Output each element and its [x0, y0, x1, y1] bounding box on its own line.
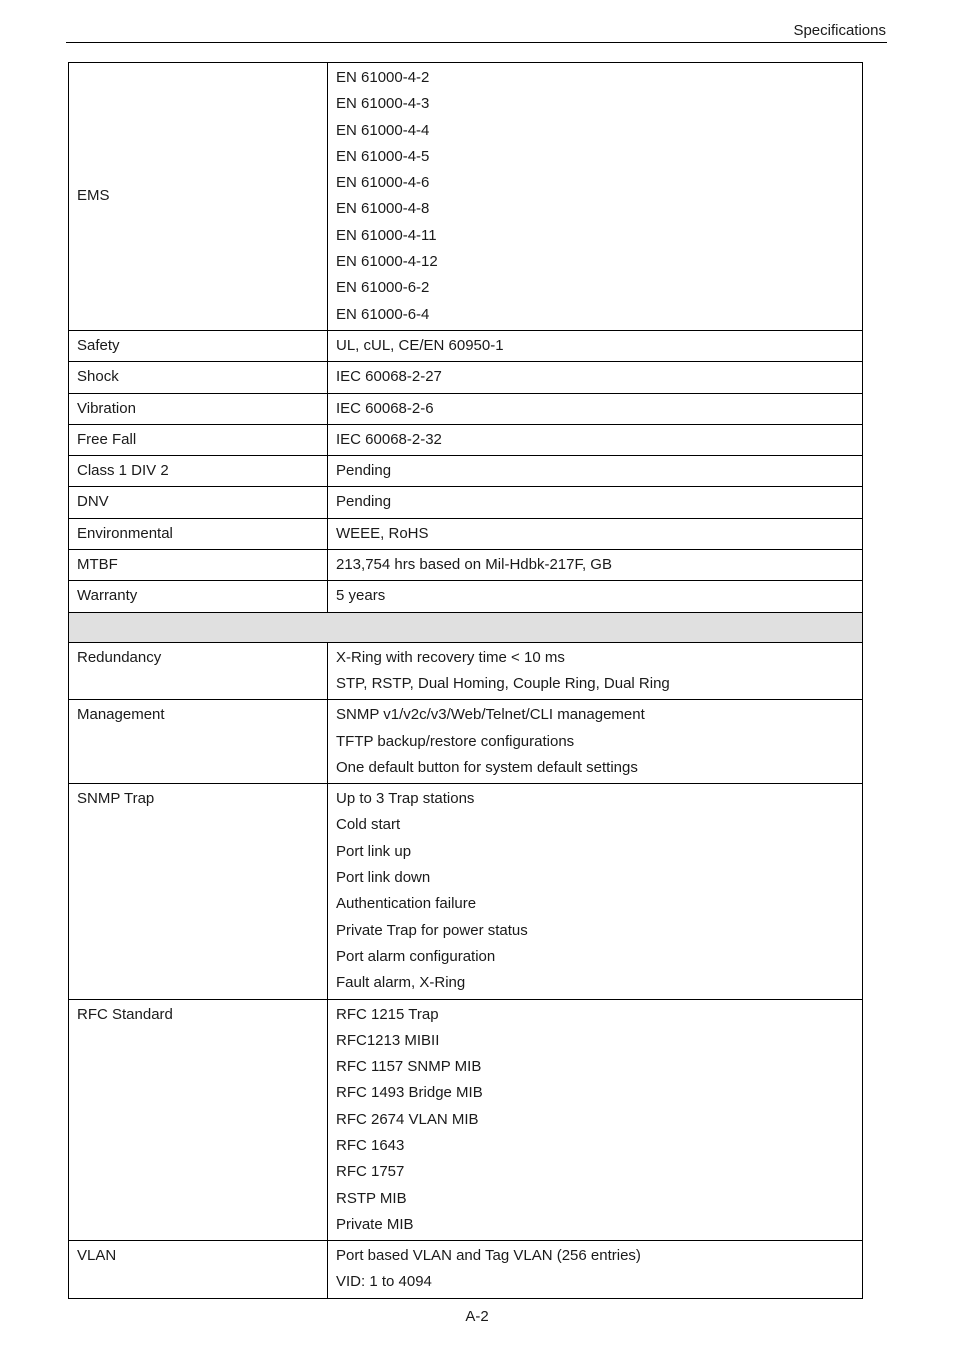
spec-value: 5 years — [336, 587, 386, 605]
spec-value: VID: 1 to 4094 — [336, 1273, 432, 1291]
spec-value: RSTP MIB — [336, 1189, 407, 1207]
spec-value-cell — [328, 581, 863, 612]
spec-value: RFC1213 MIBII — [336, 1031, 440, 1049]
spec-value: EN 61000-6-2 — [336, 279, 430, 297]
spec-row — [69, 700, 863, 784]
spec-label: Environmental — [77, 524, 173, 542]
spec-value-cell — [328, 362, 863, 393]
spec-value-cell — [328, 1241, 863, 1299]
spec-value: EN 61000-6-4 — [336, 305, 430, 323]
spec-value: EN 61000-4-11 — [336, 226, 437, 244]
spec-label: Warranty — [77, 587, 138, 605]
spec-value: RFC 1493 Bridge MIB — [336, 1084, 483, 1102]
spec-value: EN 61000-4-8 — [336, 200, 430, 218]
spec-value: Private Trap for power status — [336, 921, 528, 939]
spec-label: Vibration — [77, 399, 136, 417]
spec-label-cell — [69, 487, 328, 518]
spec-value: Pending — [336, 462, 392, 480]
spec-value: Port link down — [336, 869, 431, 887]
spec-value: RFC 1757 — [336, 1163, 405, 1181]
spec-value-cell — [328, 393, 863, 424]
spec-label: Free Fall — [77, 430, 137, 448]
spec-value: IEC 60068-2-27 — [336, 368, 442, 386]
spec-label: RFC Standard — [77, 1005, 173, 1023]
spec-value-cell — [328, 700, 863, 784]
spec-row — [69, 330, 863, 361]
spec-value: RFC 1215 Trap — [336, 1005, 439, 1023]
spec-value-cell — [328, 518, 863, 549]
spec-value: 213,754 hrs based on Mil-Hdbk-217F, GB — [336, 556, 612, 574]
spec-label: Redundancy — [77, 648, 162, 666]
spec-label-cell — [69, 642, 328, 700]
spec-value: EN 61000-4-4 — [336, 121, 430, 139]
page-number: A-2 — [465, 1308, 489, 1325]
spec-row — [69, 362, 863, 393]
spec-value: EN 61000-4-3 — [336, 95, 430, 113]
spec-row — [69, 1241, 863, 1299]
spec-label: Management — [77, 706, 165, 724]
page-header-title: Specifications — [793, 22, 886, 39]
spec-label: VLAN — [77, 1247, 117, 1265]
spec-value: Up to 3 Trap stations — [336, 790, 475, 808]
spec-value-cell — [328, 330, 863, 361]
spec-value: EN 61000-4-6 — [336, 174, 430, 192]
spec-row — [69, 518, 863, 549]
spec-label-cell — [69, 1241, 328, 1299]
spec-value-cell — [328, 550, 863, 581]
spec-label: MTBF — [77, 556, 118, 574]
spec-label: Class 1 DIV 2 — [77, 462, 169, 480]
spec-value: IEC 60068-2-32 — [336, 430, 442, 448]
spec-value: EN 61000-4-12 — [336, 253, 438, 271]
spec-row — [69, 63, 863, 331]
spec-label-cell — [69, 393, 328, 424]
spec-label: Safety — [77, 336, 120, 354]
spec-label: EMS — [77, 187, 110, 205]
spec-row — [69, 487, 863, 518]
spec-value-cell — [328, 487, 863, 518]
spec-row — [69, 424, 863, 455]
spec-value: RFC 1157 SNMP MIB — [336, 1058, 482, 1076]
spec-label: Shock — [77, 368, 119, 386]
spec-value: EN 61000-4-2 — [336, 69, 430, 86]
spec-row — [69, 550, 863, 581]
spec-value: SNMP v1/v2c/v3/Web/Telnet/CLI management — [336, 706, 645, 724]
spec-value-cell — [328, 456, 863, 487]
spec-label-cell — [69, 518, 328, 549]
header-divider — [66, 42, 887, 43]
spec-value: RFC 1643 — [336, 1136, 405, 1154]
spec-label: DNV — [77, 493, 109, 511]
spec-value: Authentication failure — [336, 895, 477, 913]
spec-label-cell — [69, 550, 328, 581]
spec-value: Port based VLAN and Tag VLAN (256 entries) — [336, 1247, 641, 1265]
spec-row — [69, 784, 863, 999]
spec-label-cell — [69, 784, 328, 999]
spec-row — [69, 999, 863, 1241]
section-divider-cell — [69, 612, 863, 642]
spec-label-cell — [69, 581, 328, 612]
spec-row — [69, 581, 863, 612]
spec-row — [69, 393, 863, 424]
section-divider-row — [69, 612, 863, 642]
spec-label-cell — [69, 362, 328, 393]
spec-label-cell — [69, 63, 328, 331]
spec-value: X-Ring with recovery time < 10 ms — [336, 648, 565, 666]
spec-value-cell — [328, 784, 863, 999]
specifications-table — [68, 62, 863, 1299]
spec-value: Private MIB — [336, 1215, 414, 1233]
spec-value: Pending — [336, 493, 392, 511]
spec-value: TFTP backup/restore configurations — [336, 732, 575, 750]
spec-value: STP, RSTP, Dual Homing, Couple Ring, Dual Ring — [336, 674, 670, 692]
spec-value: RFC 2674 VLAN MIB — [336, 1110, 479, 1128]
spec-label-cell — [69, 999, 328, 1241]
spec-label-cell — [69, 424, 328, 455]
spec-value: Cold start — [336, 816, 401, 834]
spec-row — [69, 456, 863, 487]
spec-label-cell — [69, 456, 328, 487]
spec-value-cell — [328, 642, 863, 700]
spec-value: IEC 60068-2-6 — [336, 399, 434, 417]
spec-value: UL, cUL, CE/EN 60950-1 — [336, 336, 504, 354]
spec-label-cell — [69, 330, 328, 361]
spec-value: Port alarm configuration — [336, 947, 496, 965]
spec-value-cell — [328, 999, 863, 1241]
spec-value: Port link up — [336, 842, 412, 860]
spec-value: WEEE, RoHS — [336, 524, 429, 542]
spec-value-cell — [328, 424, 863, 455]
spec-value: EN 61000-4-5 — [336, 147, 430, 165]
spec-value-cell — [328, 63, 863, 331]
spec-row — [69, 642, 863, 700]
spec-value: Fault alarm, X-Ring — [336, 974, 466, 992]
spec-value: One default button for system default settings — [336, 758, 638, 776]
spec-label: SNMP Trap — [77, 790, 155, 808]
spec-label-cell — [69, 700, 328, 784]
